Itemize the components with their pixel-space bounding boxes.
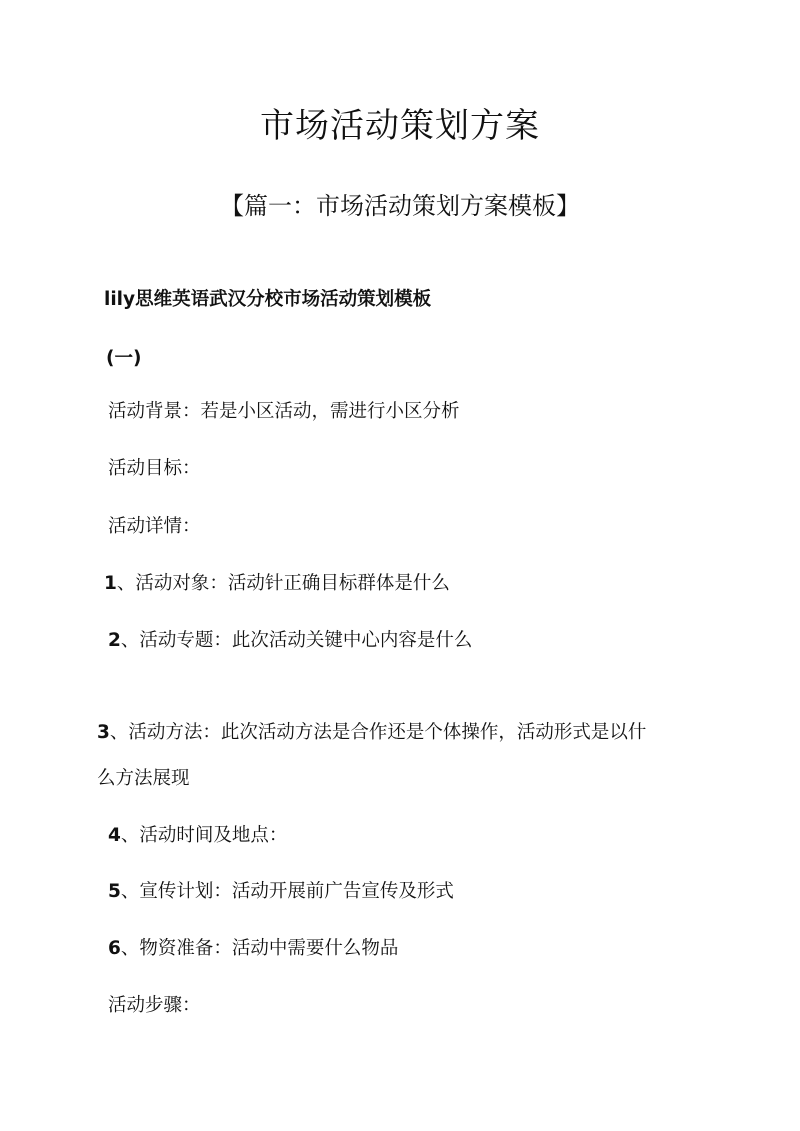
list-item-number: 1 — [104, 573, 117, 594]
list-item — [108, 936, 398, 962]
activity-goal: 活动目标： — [108, 458, 201, 479]
list-item-number: 5 — [108, 881, 121, 902]
list-item-text: 么方法展现 — [97, 768, 190, 789]
list-item-number: 6 — [108, 938, 121, 959]
list-item-number: 4 — [108, 825, 121, 846]
list-item-text: 、物资准备：活动中需要什么物品 — [120, 938, 399, 959]
list-item — [108, 628, 472, 654]
list-item-text: 、活动方法：此次活动方法是合作还是个体操作，活动形式是以什 — [109, 722, 647, 743]
list-item — [97, 720, 646, 746]
list-item-number: 2 — [108, 630, 121, 651]
activity-details: 活动详情： — [108, 516, 201, 537]
activity-background: 活动背景：若是小区活动，需进行小区分析 — [108, 401, 460, 422]
list-item-number: 3 — [97, 722, 110, 743]
section-marker: (一) — [106, 348, 142, 369]
list-item-continuation — [97, 766, 190, 792]
list-item-text: 、活动时间及地点： — [120, 825, 288, 846]
list-item — [104, 571, 450, 597]
document-subtitle: 【篇一：市场活动策划方案模板】 — [220, 192, 580, 220]
activity-steps: 活动步骤： — [108, 995, 201, 1016]
list-item-text: 、活动对象：活动针正确目标群体是什么 — [116, 573, 450, 594]
list-item — [108, 823, 287, 849]
list-item-text: 、活动专题：此次活动关键中心内容是什么 — [120, 630, 473, 651]
section-heading: lily思维英语武汉分校市场活动策划模板 — [104, 289, 432, 310]
list-item-text: 、宣传计划：活动开展前广告宣传及形式 — [120, 881, 454, 902]
document-title: 市场活动策划方案 — [260, 106, 540, 146]
list-item — [108, 879, 454, 905]
